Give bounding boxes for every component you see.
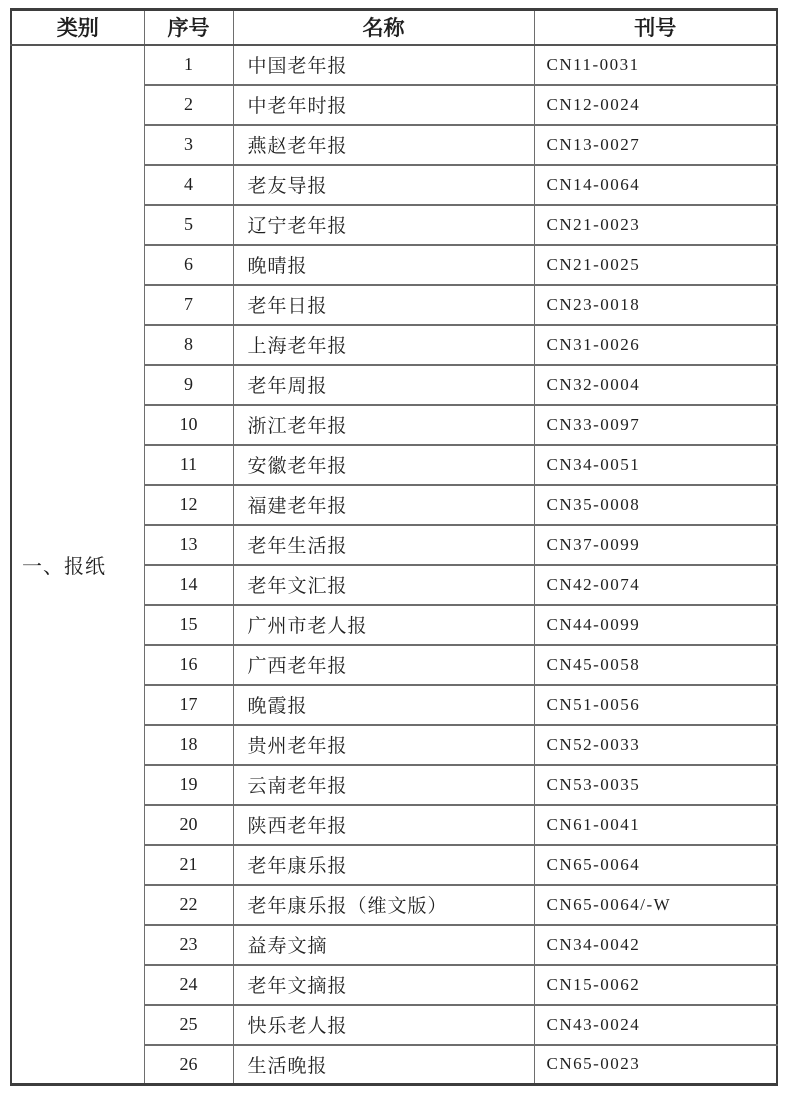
publication-name-cell: 中国老年报 [233,45,534,85]
row-index-cell: 9 [144,365,233,405]
row-index-cell: 20 [144,805,233,845]
publication-code-cell: CN14-0064 [534,165,777,205]
publication-name-cell: 生活晚报 [233,1045,534,1085]
publication-code-cell: CN23-0018 [534,285,777,325]
publication-name-cell: 浙江老年报 [233,405,534,445]
row-index-cell: 26 [144,1045,233,1085]
publication-code-cell: CN45-0058 [534,645,777,685]
header-row [11,10,777,45]
col-header-category: 类别 [11,10,144,45]
publication-name-cell: 福建老年报 [233,485,534,525]
row-index-cell: 12 [144,485,233,525]
row-index-cell: 4 [144,165,233,205]
publication-name-cell: 老年文摘报 [233,965,534,1005]
row-index-cell: 6 [144,245,233,285]
row-index-cell: 19 [144,765,233,805]
col-header-code: 刊号 [534,10,777,45]
publication-name-cell: 老年周报 [233,365,534,405]
col-header-name: 名称 [233,10,534,45]
publication-code-cell: CN32-0004 [534,365,777,405]
publication-code-cell: CN53-0035 [534,765,777,805]
row-index-cell: 2 [144,85,233,125]
publication-code-cell: CN61-0041 [534,805,777,845]
publication-code-cell: CN65-0064/-W [534,885,777,925]
row-index-cell: 8 [144,325,233,365]
row-index-cell: 22 [144,885,233,925]
publication-name-cell: 广西老年报 [233,645,534,685]
row-index-cell: 16 [144,645,233,685]
publication-code-cell: CN51-0056 [534,685,777,725]
publication-name-cell: 老友导报 [233,165,534,205]
row-index-cell: 25 [144,1005,233,1045]
publication-code-cell: CN52-0033 [534,725,777,765]
publication-code-cell: CN15-0062 [534,965,777,1005]
row-index-cell: 5 [144,205,233,245]
row-index-cell: 18 [144,725,233,765]
publication-code-cell: CN31-0026 [534,325,777,365]
row-index-cell: 11 [144,445,233,485]
publication-name-cell: 中老年时报 [233,85,534,125]
row-index-cell: 15 [144,605,233,645]
publication-code-cell: CN43-0024 [534,1005,777,1045]
publication-code-cell: CN11-0031 [534,45,777,85]
publication-name-cell: 老年康乐报（维文版） [233,885,534,925]
publication-code-cell: CN37-0099 [534,525,777,565]
row-index-cell: 14 [144,565,233,605]
publication-name-cell: 晚霞报 [233,685,534,725]
publication-name-cell: 辽宁老年报 [233,205,534,245]
table-row [11,45,777,85]
publication-name-cell: 燕赵老年报 [233,125,534,165]
publication-code-cell: CN44-0099 [534,605,777,645]
publication-name-cell: 老年生活报 [233,525,534,565]
row-index-cell: 21 [144,845,233,885]
row-index-cell: 7 [144,285,233,325]
row-index-cell: 17 [144,685,233,725]
publication-code-cell: CN33-0097 [534,405,777,445]
publication-code-cell: CN34-0042 [534,925,777,965]
publication-code-cell: CN21-0023 [534,205,777,245]
publication-name-cell: 广州市老人报 [233,605,534,645]
publication-code-cell: CN42-0074 [534,565,777,605]
publication-name-cell: 陕西老年报 [233,805,534,845]
row-index-cell: 13 [144,525,233,565]
publication-name-cell: 安徽老年报 [233,445,534,485]
publication-code-cell: CN12-0024 [534,85,777,125]
row-index-cell: 3 [144,125,233,165]
publication-name-cell: 晚晴报 [233,245,534,285]
category-cell: 一、报纸 [11,45,144,1085]
col-header-index: 序号 [144,10,233,45]
publication-name-cell: 云南老年报 [233,765,534,805]
row-index-cell: 1 [144,45,233,85]
row-index-cell: 24 [144,965,233,1005]
publication-name-cell: 老年文汇报 [233,565,534,605]
publication-code-cell: CN65-0023 [534,1045,777,1085]
publication-code-cell: CN65-0064 [534,845,777,885]
publication-name-cell: 上海老年报 [233,325,534,365]
row-index-cell: 23 [144,925,233,965]
publication-code-cell: CN13-0027 [534,125,777,165]
publication-name-cell: 贵州老年报 [233,725,534,765]
publication-code-cell: CN35-0008 [534,485,777,525]
publication-table [10,8,778,1086]
publication-code-cell: CN21-0025 [534,245,777,285]
publication-name-cell: 老年康乐报 [233,845,534,885]
publication-name-cell: 老年日报 [233,285,534,325]
row-index-cell: 10 [144,405,233,445]
publication-code-cell: CN34-0051 [534,445,777,485]
publication-name-cell: 益寿文摘 [233,925,534,965]
publication-name-cell: 快乐老人报 [233,1005,534,1045]
